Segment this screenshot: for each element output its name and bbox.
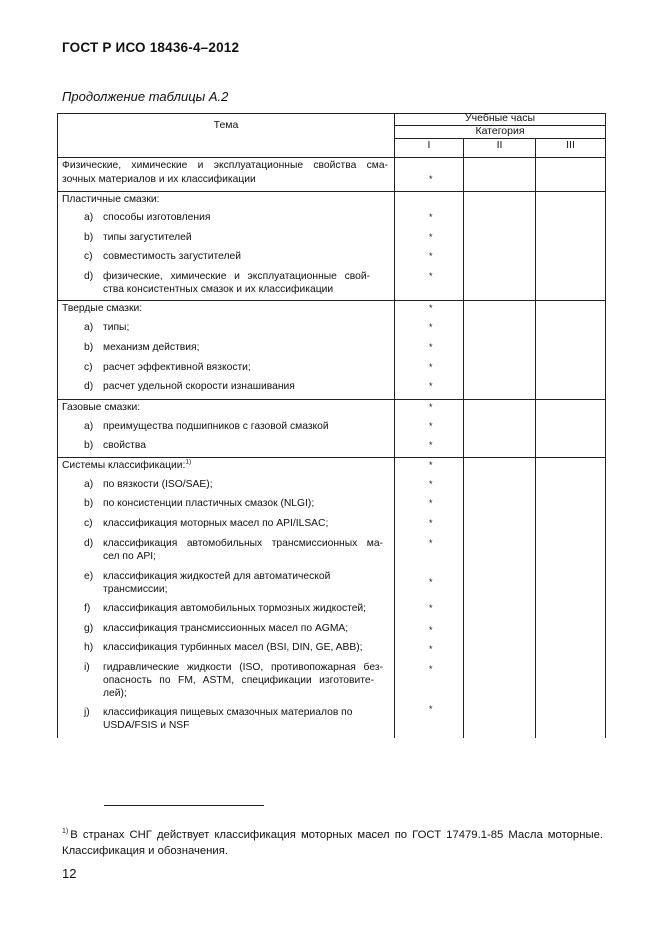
gases-b-text: свойства — [103, 440, 146, 451]
section-gases-title: Газовые смазки: — [62, 402, 141, 413]
mark-greases-c: * — [429, 251, 433, 261]
classif-h-text: классификация турбинных масел (BSI, DIN, GE, ABB); — [103, 642, 363, 653]
classif-f-text: классификация автомобильных тормозных жидкостей; — [103, 603, 367, 614]
section-solids-title: Твердые смазки: — [62, 303, 143, 314]
classif-d-line2: сел по API; — [103, 551, 157, 562]
mark-classif-h: * — [429, 644, 433, 654]
mark-classif-i: * — [429, 664, 433, 674]
footnote-marker: 1) — [62, 828, 69, 836]
header-topic: Тема — [213, 119, 239, 131]
footnote-divider — [104, 805, 264, 806]
greases-d-letter: d) — [84, 271, 94, 282]
mark-solids-a: * — [429, 322, 433, 332]
classif-c-letter: c) — [84, 518, 93, 529]
greases-a-text: способы изготовления — [103, 212, 211, 223]
classif-c-text: классификация моторных масел по API/ILSAC; — [103, 518, 329, 529]
solids-c-text: расчет эффективной вязкости; — [103, 362, 251, 373]
solids-b-text: механизм действия; — [103, 342, 200, 353]
classif-b-letter: b) — [84, 498, 94, 509]
classif-e-line2: трансмиссии; — [103, 584, 168, 595]
classif-d-line1: классификация автомобильных трансмиссионных ма- — [103, 538, 383, 549]
mark-greases-a: * — [429, 212, 433, 222]
greases-c-letter: c) — [84, 251, 93, 262]
mark-greases-d: * — [429, 271, 433, 281]
mark-solids-b: * — [429, 342, 433, 352]
classif-d-letter: d) — [84, 538, 94, 549]
classif-b-text: по консистенции пластичных смазок (NLGI); — [103, 498, 315, 509]
section-greases-title: Пластичные смазки: — [62, 194, 160, 205]
classif-j-letter: j) — [84, 707, 90, 718]
solids-c-letter: c) — [84, 362, 93, 373]
mark-classif-f: * — [429, 603, 433, 613]
mark-greases-b: * — [429, 232, 433, 242]
greases-c-text: совместимость загустителей — [103, 251, 241, 262]
classif-a-text: по вязкости (ISO/SAE); — [103, 479, 213, 490]
mark-solids-d: * — [429, 381, 433, 391]
classif-i-letter: i) — [84, 662, 90, 673]
classif-j-line2: USDA/FSIS и NSF — [103, 720, 190, 731]
mark-classif-a: * — [429, 479, 433, 489]
solids-a-letter: a) — [84, 322, 94, 333]
classif-j-line1: классификация пищевых смазочных материалов по — [103, 707, 353, 718]
mark-classif-e: * — [429, 577, 433, 587]
solids-a-text: типы; — [103, 322, 130, 333]
classif-i-line3: лей); — [103, 688, 127, 699]
greases-d-line2: ства консистентных смазок и их классификации — [103, 284, 334, 295]
gases-a-letter: a) — [84, 421, 94, 432]
mark-classif-d: * — [429, 538, 433, 548]
mark-solids-c: * — [429, 362, 433, 372]
classif-e-letter: e) — [84, 571, 94, 582]
greases-b-letter: b) — [84, 232, 94, 243]
footnote-ref: 1) — [185, 458, 192, 466]
classif-i-line2: опасность по FM, ASTM, спецификации изготовите- — [103, 675, 374, 686]
mark-classif-b: * — [429, 498, 433, 508]
footnote-text: В странах СНГ действует классификация моторных масел по ГОСТ 17479.1-85 Масла моторные. Классификация и обозначения. — [62, 829, 603, 857]
section-classification-title — [62, 459, 191, 473]
classif-h-letter: h) — [84, 642, 94, 653]
mark-gases-title: * — [429, 402, 433, 412]
mark-classif-c: * — [429, 518, 433, 528]
greases-b-text: типы загустителей — [103, 232, 192, 243]
classif-a-letter: a) — [84, 479, 94, 490]
classification-title-text: Системы классификации: — [62, 460, 186, 471]
gases-b-letter: b) — [84, 440, 94, 451]
header-cat-2: II — [496, 139, 503, 151]
greases-a-letter: a) — [84, 212, 94, 223]
solids-d-letter: d) — [84, 381, 94, 392]
mark-classif-g: * — [429, 625, 433, 635]
mark-classif-j: * — [429, 704, 433, 714]
mark-properties: * — [429, 174, 433, 184]
classif-e-line1: классификация жидкостей для автоматической — [103, 571, 331, 582]
table-caption: Продолжение таблицы А.2 — [62, 89, 229, 104]
header-hours: Учебные часы — [464, 112, 536, 124]
solids-d-text: расчет удельной скорости изнашивания — [103, 381, 295, 392]
row-properties-line1: Физические, химические и эксплуатационные свойства сма- — [62, 160, 388, 171]
header-cat-3: III — [566, 139, 575, 151]
classif-f-letter: f) — [84, 603, 91, 614]
page-number: 12 — [62, 866, 77, 881]
mark-gases-a: * — [429, 421, 433, 431]
greases-d-line1: физические, химические и эксплуатационные свой- — [103, 271, 370, 282]
solids-b-letter: b) — [84, 342, 94, 353]
classif-i-line1: гидравлические жидкости (ISO, противопожарная без- — [103, 662, 383, 673]
header-cat-1: I — [427, 139, 431, 151]
row-properties-line2: зочных материалов и их классификации — [62, 174, 256, 185]
classif-g-text: классификация трансмиссионных масел по AGMA; — [103, 623, 349, 634]
footnote — [62, 827, 603, 859]
mark-solids-title: * — [429, 303, 433, 313]
header-category: Категория — [475, 125, 525, 137]
mark-classification-title: * — [429, 460, 433, 470]
mark-gases-b: * — [429, 440, 433, 450]
gases-a-text: преимущества подшипников с газовой смазкой — [103, 421, 329, 432]
classif-g-letter: g) — [84, 623, 94, 634]
document-title: ГОСТ Р ИСО 18436-4–2012 — [62, 40, 240, 55]
